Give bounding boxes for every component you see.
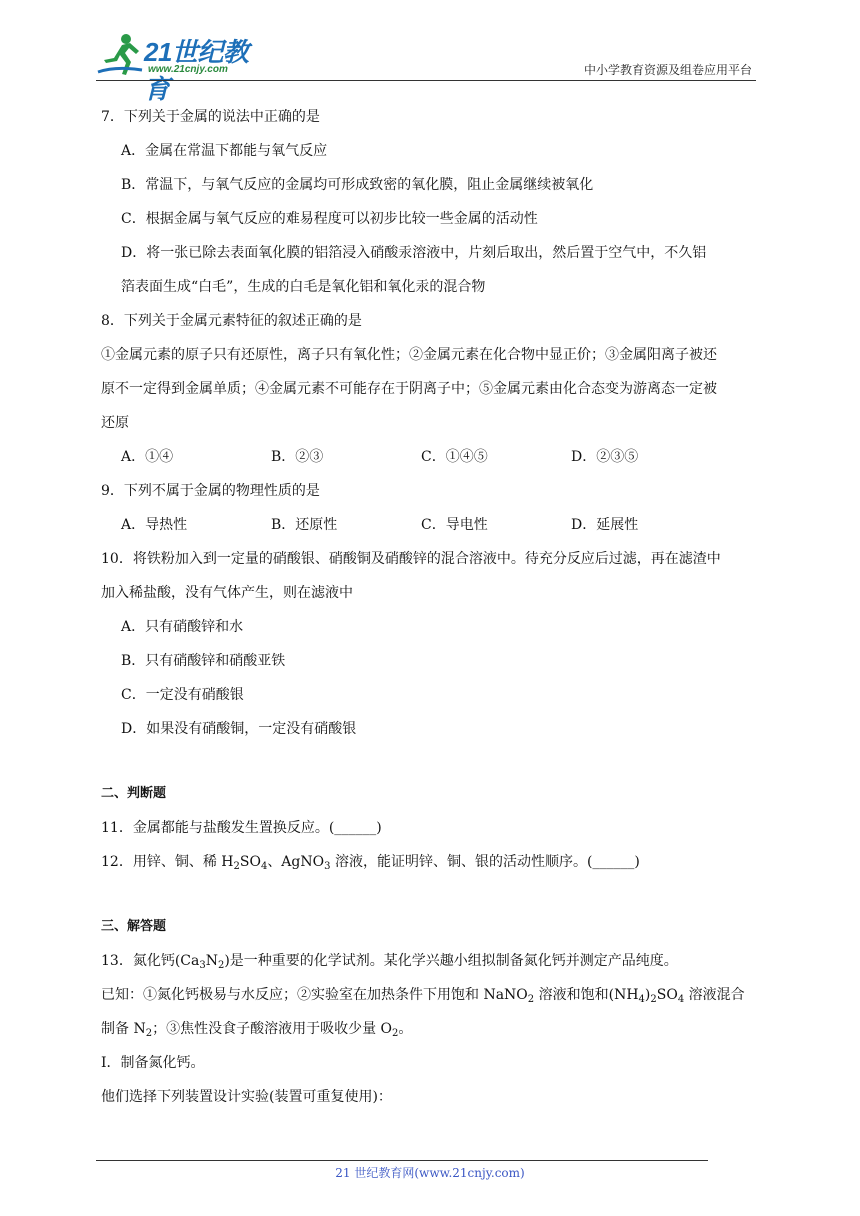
question-8-option-d: D．②③⑤ bbox=[571, 449, 639, 465]
question-10-stem-line2: 加入稀盐酸，没有气体产生，则在滤液中 bbox=[101, 585, 353, 601]
footer-source[interactable]: 21 世纪教育网(www.21cnjy.com) bbox=[335, 1166, 525, 1180]
question-9-stem: 9．下列不属于金属的物理性质的是 bbox=[101, 483, 320, 499]
question-9-option-a: A．导热性 bbox=[121, 517, 188, 533]
question-7-option-c: C．根据金属与氧气反应的难易程度可以初步比较一些金属的活动性 bbox=[121, 211, 538, 227]
question-7-option-d: D．将一张已除去表面氧化膜的铝箔浸入硝酸汞溶液中，片刻后取出，然后置于空气中，不久铝 bbox=[121, 245, 707, 261]
page-header bbox=[96, 28, 756, 104]
footer-divider bbox=[96, 1160, 708, 1161]
runner-icon bbox=[96, 32, 146, 78]
question-7-option-a: A．金属在常温下都能与氧气反应 bbox=[121, 143, 328, 159]
question-7-stem: 7．下列关于金属的说法中正确的是 bbox=[101, 109, 320, 125]
question-11: 11．金属都能与盐酸发生置换反应。(______) bbox=[101, 820, 382, 836]
question-10-option-c: C．一定没有硝酸银 bbox=[121, 687, 244, 703]
logo-url: www.21cnjy.com bbox=[148, 64, 228, 75]
logo-text: 21世纪教育 bbox=[144, 37, 249, 104]
site-logo[interactable] bbox=[96, 32, 266, 104]
question-8-body-line1: ①金属元素的原子只有还原性，离子只有氧化性；②金属元素在化合物中显正价；③金属阳离子被还 bbox=[101, 347, 717, 363]
platform-name: 中小学教育资源及组卷应用平台 bbox=[583, 63, 752, 77]
document-body bbox=[101, 100, 761, 1114]
question-13-part-1-title: I．制备氮化钙。 bbox=[101, 1055, 205, 1071]
question-13-line5: 他们选择下列装置设计实验(装置可重复使用)： bbox=[101, 1089, 392, 1105]
spacer bbox=[101, 746, 761, 777]
question-8-option-b: B．②③ bbox=[271, 449, 324, 465]
question-12: 12．用锌、铜、稀 $H_2SO_4$、AgNO$_3$ 溶液，能证明锌、铜、银的活动性顺序。(______) bbox=[101, 854, 640, 872]
question-7-option-b: B．常温下，与氧气反应的金属均可形成致密的氧化膜，阻止金属继续被氧化 bbox=[121, 177, 594, 193]
question-10-stem-line1: 10．将铁粉加入到一定量的硝酸银、硝酸铜及硝酸锌的混合溶液中。待充分反应后过滤，再在滤渣中 bbox=[101, 551, 721, 567]
question-9-option-c: C．导电性 bbox=[421, 517, 488, 533]
question-8-body-line3: 还原 bbox=[101, 415, 129, 431]
section-3-title: 三、解答题 bbox=[101, 919, 167, 934]
header-divider bbox=[96, 80, 756, 81]
question-8-options bbox=[101, 440, 761, 474]
question-13-line2: 已知：①氮化钙极易与水反应；②实验室在加热条件下用饱和 NaNO$_2$ 溶液和饱和$(NH_4)_2SO_4$ 溶液混合 bbox=[101, 987, 745, 1005]
question-9-option-b: B．还原性 bbox=[271, 517, 338, 533]
section-2-title: 二、判断题 bbox=[101, 786, 167, 801]
question-8-option-c: C．①④⑤ bbox=[421, 449, 488, 465]
question-9-options bbox=[101, 508, 761, 542]
question-8-body-line2: 原不一定得到金属单质；④金属元素不可能存在于阴离子中；⑤金属元素由化合态变为游离态一定被 bbox=[101, 381, 717, 397]
question-8-option-a: A．①④ bbox=[121, 449, 174, 465]
question-8-stem: 8．下列关于金属元素特征的叙述正确的是 bbox=[101, 313, 362, 329]
question-7-option-d-cont: 箔表面生成“白毛”，生成的白毛是氧化铝和氧化汞的混合物 bbox=[121, 279, 486, 295]
question-10-option-d: D．如果没有硝酸铜，一定没有硝酸银 bbox=[121, 721, 357, 737]
question-9-option-d: D．延展性 bbox=[571, 517, 639, 533]
question-10-option-b: B．只有硝酸锌和硝酸亚铁 bbox=[121, 653, 286, 669]
question-10-option-a: A．只有硝酸锌和水 bbox=[121, 619, 244, 635]
spacer bbox=[101, 879, 761, 910]
question-13-line3: 制备 $N_2$；③焦性没食子酸溶液用于吸收少量 $O_2$。 bbox=[101, 1021, 413, 1039]
question-13-line1: 13．氮化钙$(Ca_3N_2)$是一种重要的化学试剂。某化学兴趣小组拟制备氮化钙并测定产品纯度。 bbox=[101, 953, 678, 971]
